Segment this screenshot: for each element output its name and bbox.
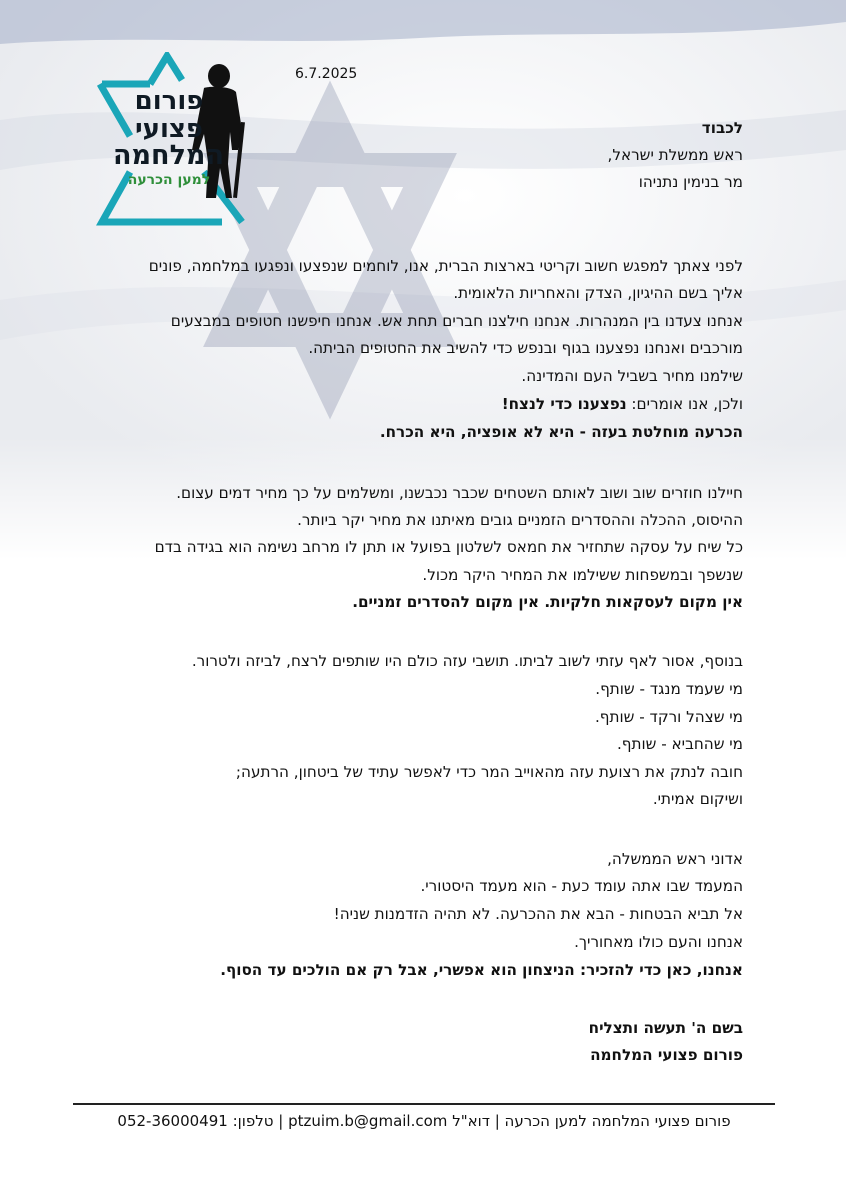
signature-organization: פורום פצועי המלחמה (590, 1046, 743, 1064)
p3-line: חובה לנתק את רצועת עזה מהאוייב המר כדי לאפשר עתיד של ביטחון, הרתעה; (235, 763, 743, 781)
footer-phone-label: טלפון: (232, 1112, 274, 1130)
p4-bold-line: אנחנו, כאן כדי להזכיר: הניצחון הוא אפשרי, אבל רק אם הולכים עד הסוף. (220, 961, 743, 979)
letter-date: 6.7.2025 (295, 66, 358, 82)
footer-phone[interactable]: 052-36000491 (117, 1112, 228, 1130)
footer-separator: | (278, 1112, 284, 1130)
organization-logo (92, 52, 292, 232)
p1-bold-inline: נפצענו כדי לנצח! (501, 395, 627, 413)
p4-line: אנחנו והעם כולו מאחוריך. (574, 933, 743, 951)
footer-contact (73, 1112, 775, 1130)
footer-email[interactable]: ptzuim.b@gmail.com (288, 1112, 448, 1130)
footer-separator: | (494, 1112, 500, 1130)
p4-line: אדוני ראש הממשלה, (607, 850, 743, 868)
address-recipient-title: ראש ממשלת ישראל, (607, 146, 743, 164)
p3-line: מי שצהל ורקד - שותף. (594, 708, 743, 726)
p3-line: בנוסף, אסור לאף עזתי לשוב לביתו. תושבי עזה כולם היו שותפים לרצח, לביזה ולטרור. (191, 652, 743, 670)
p1-conclusion-line (43, 394, 743, 414)
p2-line: שנשפך ובמשפחות ששילמו את המחיר היקר מכול. (422, 566, 743, 584)
p2-line: ההיסוס, ההכלה וההסדרים הזמניים גובים מאיתנו את מחיר יקר ביותר. (297, 511, 743, 529)
p2-line: חיילנו חוזרים שוב ושוב לאותם השטחים שכבר נכבשנו, ומשלמים על כך מחיר דמים עצום. (176, 484, 743, 502)
p2-bold-line: אין מקום לעסקאות חלקיות. אין מקום להסדרים זמניים. (352, 593, 743, 611)
p4-line: המעמד שבו אתה עומד כעת - הוא מעמד היסטורי. (420, 877, 743, 895)
signature-blessing: בשם ה' תעשה ותצליח (588, 1019, 743, 1037)
address-recipient-name: מר בנימין נתניהו (638, 173, 743, 191)
p1-line: מורכבים ואנחנו נפצענו בגוף ובנפש כדי להשיב את החטופים הביתה. (308, 339, 743, 357)
footer-divider (73, 1103, 775, 1105)
address-salutation: לכבוד (701, 119, 743, 137)
p1-prefix: ולכן, אנו אומרים: (626, 395, 743, 413)
logo-line2: פצועי (135, 114, 203, 144)
logo-tagline: למען הכרעה (127, 172, 211, 188)
p4-line: אל תביא הבטחות - הבא את ההכרעה. לא תהיה הזדמנות שניה! (333, 905, 743, 923)
p3-line: ושיקום אמיתי. (652, 790, 743, 808)
p1-line: שילמנו מחיר בשביל העם והמדינה. (521, 367, 743, 385)
footer-email-label: דוא"ל (452, 1112, 490, 1130)
logo-line1: פורום (134, 86, 204, 116)
logo-line3: המלחמה (112, 140, 224, 171)
p2-line: כל שיח על עסקה שתחזיר את חמאס לשלטון בפועל או תתן לו מרחב נשימה הוא בגידה בדם (154, 538, 743, 556)
footer-org: פורום פצועי המלחמה למען הכרעה (504, 1112, 731, 1130)
p1-line: לפני צאתך למפגש חשוב וקריטי בארצות הברית, אנו, לוחמים שנפצעו ונפגעו במלחמה, פונים (148, 257, 743, 275)
p3-line: מי שעמד מנגד - שותף. (595, 680, 743, 698)
p3-line: מי שהחביא - שותף. (616, 735, 743, 753)
p1-line: אליך בשם ההיגיון, הצדק והאחריות הלאומית. (453, 284, 743, 302)
p1-bold-line: הכרעה מוחלטת בעזה - היא לא אופציה, היא הכרח. (379, 423, 743, 441)
p1-line: אנחנו צעדנו בין המנהרות. אנחנו חילצנו חברים תחת אש. אנחנו חיפשנו חטופים במבצעים (170, 312, 743, 330)
